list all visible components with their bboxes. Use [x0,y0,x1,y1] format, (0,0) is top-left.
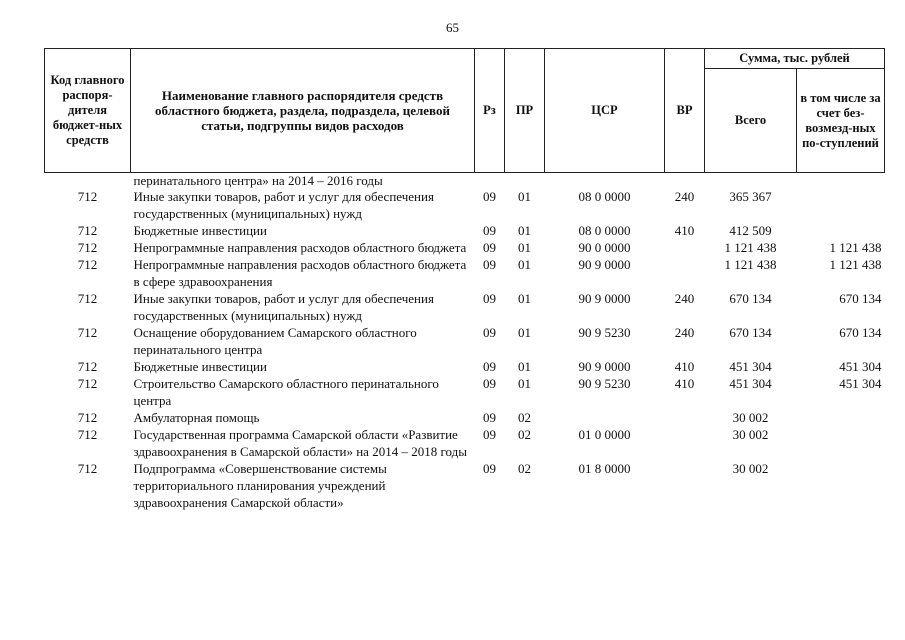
cell-pr: 01 [518,223,531,238]
table-row [45,460,885,511]
cell-total: 365 367 [729,189,772,204]
cell-csr: 08 0 0000 [578,223,631,238]
cell-csr: 90 9 5230 [578,376,631,391]
cell-free [797,173,885,189]
cell-total: 670 134 [729,291,772,306]
cell-vr: 410 [674,223,695,238]
cell-rz: 09 [483,427,496,442]
cell-csr: 01 8 0000 [578,461,631,476]
cell-free [797,426,885,460]
header-code: Код главного распоря-дителя бюджет-ных средств [45,49,131,173]
cell-csr [545,409,665,426]
cell-pr: 02 [518,461,531,476]
cell-csr [545,173,665,189]
cell-vr: 240 [674,189,695,204]
cell-vr [665,173,705,189]
table-row [45,256,885,290]
cell-name: перинатального центра» на 2014 – 2016 годы [133,173,383,188]
table-row [45,426,885,460]
table-header [45,49,885,173]
cell-free: 1 121 438 [829,257,882,272]
cell-total [705,173,797,189]
cell-code: 712 [77,223,98,238]
cell-free: 451 304 [839,359,882,374]
table-row [45,358,885,375]
cell-code: 712 [77,410,98,425]
cell-code: 712 [77,427,98,442]
cell-vr: 240 [674,325,695,340]
cell-code: 712 [77,240,98,255]
cell-free [797,460,885,511]
cell-rz: 09 [483,189,496,204]
cell-code: 712 [77,291,98,306]
cell-rz: 09 [483,410,496,425]
cell-rz: 09 [483,240,496,255]
cell-total: 30 002 [732,427,769,442]
table-row [45,290,885,324]
cell-vr: 410 [674,376,695,391]
cell-vr [665,409,705,426]
cell-code: 712 [77,359,98,374]
cell-vr [665,426,705,460]
table-row [45,409,885,426]
cell-pr: 01 [518,240,531,255]
cell-vr [665,239,705,256]
page-number: 65 [446,20,459,35]
cell-csr: 90 0 0000 [578,240,631,255]
cell-total: 30 002 [732,461,769,476]
cell-pr [505,173,545,189]
cell-pr: 02 [518,427,531,442]
cell-total: 30 002 [732,410,769,425]
cell-total: 670 134 [729,325,772,340]
table-row [45,239,885,256]
header-csr: ЦСР [545,49,665,173]
cell-free: 670 134 [839,325,882,340]
cell-pr: 01 [518,189,531,204]
cell-free [797,222,885,239]
table-row [45,375,885,409]
cell-vr [665,460,705,511]
cell-name: Иные закупки товаров, работ и услуг для обеспечения государственных (муниципальных) нужд [133,189,434,221]
table-row [45,173,885,189]
cell-code: 712 [77,189,98,204]
cell-total: 451 304 [729,359,772,374]
cell-pr: 01 [518,359,531,374]
cell-name: Непрограммные направления расходов областного бюджета [133,240,467,255]
cell-name: Оснащение оборудованием Самарского областного перинатального центра [133,325,417,357]
cell-total: 1 121 438 [724,240,777,255]
header-total: Всего [705,69,797,173]
cell-total: 451 304 [729,376,772,391]
cell-pr: 01 [518,376,531,391]
cell-total: 1 121 438 [724,257,777,272]
header-sum: Сумма, тыс. рублей [705,49,885,69]
cell-csr: 90 9 0000 [578,359,631,374]
cell-name: Иные закупки товаров, работ и услуг для обеспечения государственных (муниципальных) нужд [133,291,434,323]
cell-name: Амбулаторная помощь [133,410,260,425]
cell-pr: 01 [518,257,531,272]
cell-pr: 01 [518,291,531,306]
cell-rz: 09 [483,325,496,340]
table-row [45,324,885,358]
cell-name: Государственная программа Самарской области «Развитие здравоохранения в Самарской области» на 2014 – 2018 годы [133,427,467,459]
cell-free: 1 121 438 [829,240,882,255]
cell-name: Подпрограмма «Совершенствование системы территориального планирования учреждений здравоохранения Самарской области» [133,461,387,510]
cell-total: 412 509 [729,223,772,238]
cell-name: Строительство Самарского областного перинатального центра [133,376,439,408]
cell-vr [665,256,705,290]
cell-name: Бюджетные инвестиции [133,359,267,374]
header-pr: ПР [505,49,545,173]
budget-table [44,48,885,511]
table-row [45,188,885,222]
cell-csr: 90 9 0000 [578,291,631,306]
cell-rz: 09 [483,461,496,476]
header-name: Наименование главного распорядителя средств областного бюджета, раздела, подраздела, целевой статьи, подгруппы видов расходов [131,49,475,173]
cell-name: Непрограммные направления расходов областного бюджета в сфере здравоохранения [133,257,467,289]
cell-csr: 90 9 5230 [578,325,631,340]
table-row [45,222,885,239]
header-free: в том числе за счет без-возмезд-ных по-ступлений [797,69,885,173]
cell-rz [475,173,505,189]
cell-free: 670 134 [839,291,882,306]
cell-csr: 90 9 0000 [578,257,631,272]
cell-code: 712 [77,257,98,272]
cell-rz: 09 [483,376,496,391]
cell-code: 712 [77,325,98,340]
cell-free [797,188,885,222]
table-body [45,173,885,512]
cell-csr: 08 0 0000 [578,189,631,204]
cell-code: 712 [77,376,98,391]
cell-vr: 240 [674,291,695,306]
cell-rz: 09 [483,257,496,272]
cell-pr: 02 [518,410,531,425]
header-rz: Рз [475,49,505,173]
cell-csr: 01 0 0000 [578,427,631,442]
cell-code: 712 [77,461,98,476]
cell-rz: 09 [483,223,496,238]
cell-free [797,409,885,426]
cell-pr: 01 [518,325,531,340]
header-vr: ВР [665,49,705,173]
cell-name: Бюджетные инвестиции [133,223,267,238]
cell-free: 451 304 [839,376,882,391]
cell-vr: 410 [674,359,695,374]
cell-rz: 09 [483,359,496,374]
cell-rz: 09 [483,291,496,306]
cell-code [45,173,131,189]
